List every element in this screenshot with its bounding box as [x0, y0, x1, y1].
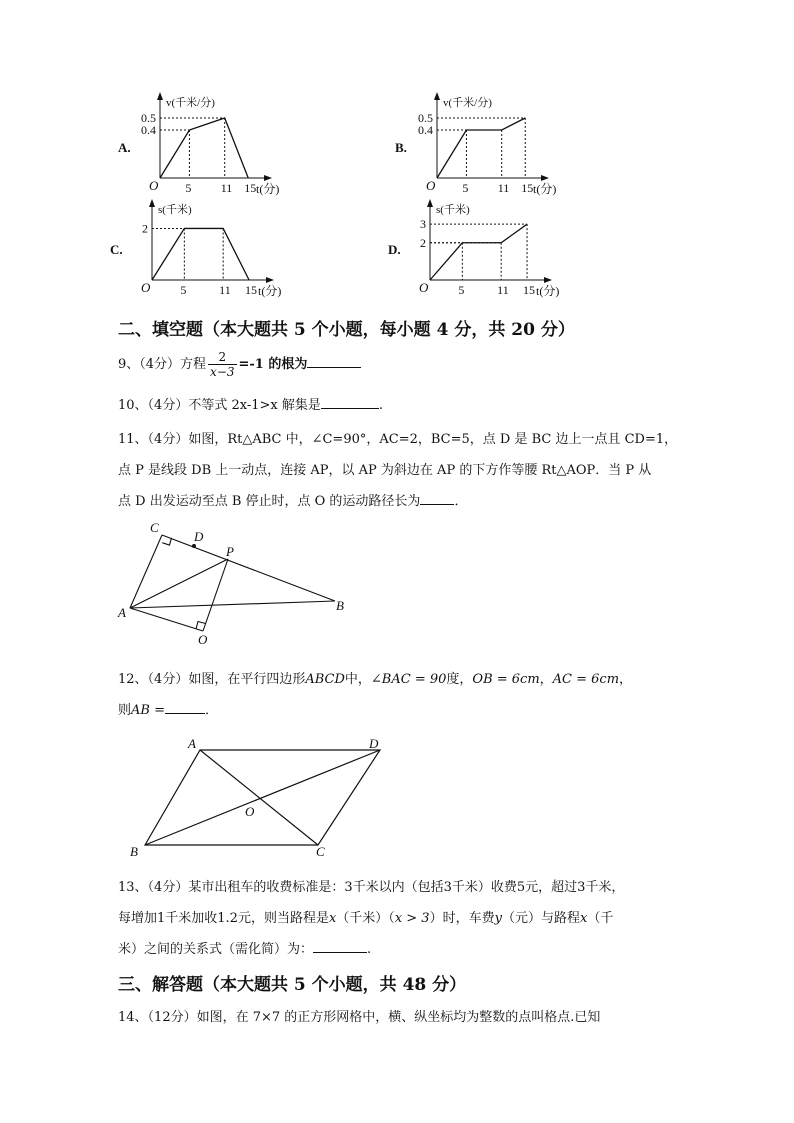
graph-b-x-tick-15: 15	[521, 181, 534, 195]
section-3-heading: 三、解答题（本大题共 5 个小题，共 48 分）	[118, 975, 467, 995]
graph-d	[388, 199, 559, 298]
graph-b-x-tick-5: 5	[462, 181, 469, 195]
graph-c-origin-label: O	[141, 280, 151, 295]
q12-sep: ，	[539, 672, 553, 687]
q11-label-a: A	[118, 605, 126, 620]
q12-abcd: ABCD	[305, 672, 345, 687]
question-10	[118, 394, 678, 416]
graph-a-series-line	[160, 118, 248, 178]
q11-segment-cb	[162, 535, 335, 601]
q9-fraction-denominator: x−3	[210, 365, 235, 379]
graph-a-y-axis-label: v(千米/分)	[166, 97, 215, 109]
q12-pre: 12、（4分）如图，在平行四边形	[118, 672, 306, 687]
graph-b-series-line	[437, 118, 525, 178]
question-12	[118, 664, 698, 726]
graph-a-x-tick-5: 5	[185, 181, 192, 195]
q11-line-3-text: 点 D 出发运动至点 B 停止时，点 O 的运动路径长为	[118, 494, 421, 509]
q12-line2-pre: 则	[118, 703, 132, 718]
q11-label-d: D	[194, 529, 204, 544]
q12-mid1: 中，	[344, 672, 371, 687]
q13-x2: x	[579, 911, 588, 926]
graph-a-option-label: A.	[118, 140, 131, 155]
q11-segment-ab	[130, 601, 335, 608]
graph-c-x-tick-11: 11	[219, 283, 231, 297]
q12-ob: OB = 6cm	[472, 672, 540, 687]
graph-c-y-tick-2: 2	[142, 221, 148, 236]
graph-d-x-tick-5: 5	[458, 283, 465, 297]
q13-line3: 米）之间的关系式（需化简）为：	[118, 942, 314, 957]
q13-x1: x	[328, 911, 337, 926]
q12-label-c: C	[316, 844, 325, 859]
graph-d-y-axis-label: s(千米)	[436, 204, 470, 216]
q11-figure	[110, 515, 360, 650]
q12-end: ．	[204, 703, 218, 718]
graph-c-series-line	[152, 228, 249, 280]
q11-label-p: P	[226, 544, 234, 559]
q13-cond: x > 3	[394, 911, 430, 926]
q12-ab: AB =	[131, 703, 165, 718]
q12-line-2	[118, 695, 698, 726]
q11-label-b: B	[336, 598, 344, 613]
q11-label-c: C	[150, 520, 159, 535]
q10-answer-blank	[321, 394, 379, 409]
q12-answer-blank	[165, 699, 205, 714]
q11-segment-ac	[130, 535, 162, 608]
q11-line-3	[118, 486, 698, 517]
graph-c-y-axis-label: s(千米)	[158, 204, 192, 216]
q9-fraction	[208, 350, 236, 379]
graph-a-y-tick-0.4: 0.4	[141, 123, 156, 137]
graph-a	[118, 92, 279, 196]
graph-b-option-label: B.	[395, 140, 407, 155]
q11-line-2: 点 P 是线段 DB 上一动点，连接 AP，以 AP 为斜边在 AP 的下方作等腰 Rt△AOP．当 P 从	[118, 463, 652, 478]
q10-end: .	[378, 398, 383, 413]
graph-a-x-arrow-icon	[264, 175, 272, 181]
q13-line-1: 13、（4分）某市出租车的收费标准是：3千米以内（包括3千米）收费5元，超过3千米，	[118, 880, 625, 895]
graph-c-x-tick-5: 5	[180, 283, 187, 297]
q12-diagonal-ac	[200, 750, 318, 845]
graph-a-y-arrow-icon	[157, 92, 163, 100]
graph-d-series-line	[430, 224, 527, 280]
q13-end: .	[367, 942, 372, 957]
graph-b-y-tick-0.4: 0.4	[418, 123, 433, 137]
graph-b-y-arrow-icon	[434, 92, 440, 100]
q13-line-3	[118, 934, 698, 965]
graph-d-origin-label: O	[419, 280, 429, 295]
graph-b-y-axis-label: v(千米/分)	[443, 97, 492, 109]
q13-answer-blank	[313, 938, 367, 953]
q11-answer-blank	[420, 490, 454, 505]
graph-c-x-axis-label: t(分)	[258, 284, 282, 298]
graph-c	[110, 199, 281, 298]
q13-line2e: （千	[587, 911, 614, 926]
graph-c-option-label: C.	[110, 242, 123, 257]
q12-ac: AC = 6cm	[552, 672, 620, 687]
q11-end: ．	[454, 494, 468, 509]
graph-b-y-tick-0.5: 0.5	[418, 111, 433, 125]
graph-c-x-tick-15: 15	[245, 283, 258, 297]
graph-a-x-tick-11: 11	[220, 181, 233, 195]
graph-d-y-tick-2: 2	[420, 235, 426, 250]
q13-line2b: （千米）（	[336, 911, 395, 926]
q13-y: y	[494, 911, 502, 926]
graph-d-x-arrow-icon	[544, 277, 552, 283]
q9-fraction-numerator: 2	[208, 350, 236, 365]
q12-label-o: O	[245, 804, 255, 819]
question-9	[118, 350, 678, 379]
q12-label-a: A	[188, 736, 196, 751]
graph-d-y-arrow-icon	[427, 199, 433, 207]
answer-graphs	[0, 80, 794, 310]
q13-line2d: （元）与路程	[501, 911, 580, 926]
graph-b-origin-label: O	[426, 178, 436, 193]
q12-label-b: B	[130, 844, 138, 859]
graph-b-x-arrow-icon	[541, 175, 549, 181]
q9-rest: =-1 的根为	[238, 357, 308, 372]
graph-b	[395, 92, 556, 196]
q13-line-2	[118, 903, 698, 934]
q12-line-1	[118, 664, 698, 695]
section-2-heading: 二、填空题（本大题共 5 个小题，每小题 4 分，共 20 分）	[118, 320, 575, 340]
graph-c-x-arrow-icon	[266, 277, 274, 283]
graph-a-x-tick-15: 15	[244, 181, 257, 195]
question-11	[118, 424, 698, 517]
q11-segment-ao	[130, 608, 203, 631]
graph-b-x-axis-label: t(分)	[533, 182, 557, 196]
q9-answer-blank	[307, 353, 361, 368]
graph-a-origin-label: O	[149, 178, 159, 193]
graph-d-x-axis-label: t(分)	[536, 284, 560, 298]
q12-label-d: D	[369, 736, 379, 751]
q12-figure	[120, 730, 400, 862]
q12-tail: ，	[619, 672, 633, 687]
graph-a-y-tick-0.5: 0.5	[141, 111, 156, 125]
q9-prefix: 9、（4分）方程	[118, 357, 207, 372]
graph-c-y-arrow-icon	[149, 199, 155, 207]
q12-mid2: 度，	[446, 672, 473, 687]
q12-diagonal-bd	[145, 750, 380, 845]
question-14: 14、（12分）如图，在 7×7 的正方形网格中，横、纵坐标均为整数的点叫格点.已知	[118, 1010, 601, 1025]
q11-right-angle-c	[162, 538, 171, 545]
q13-line2c: ）时，车费	[429, 911, 495, 926]
q11-point-d-dot	[192, 544, 196, 548]
graph-d-x-tick-11: 11	[497, 283, 509, 297]
q11-label-o: O	[198, 632, 208, 647]
question-13	[118, 872, 698, 965]
graph-d-y-tick-3: 3	[420, 217, 426, 232]
graph-d-option-label: D.	[388, 242, 401, 257]
q13-line2a: 每增加1千米加收1.2元，则当路程是	[118, 911, 329, 926]
q12-angle: ∠BAC = 90	[370, 672, 447, 687]
graph-b-x-tick-11: 11	[497, 181, 510, 195]
q10-text: 10、（4分）不等式 2x-1>x 解集是	[118, 398, 321, 413]
graph-d-x-tick-15: 15	[523, 283, 536, 297]
q11-line-1: 11、（4分）如图，Rt△ABC 中，∠C=90°，AC=2，BC=5，点 D 是 BC 边上一点且 CD=1，	[118, 432, 678, 447]
graph-a-x-axis-label: t(分)	[256, 182, 280, 196]
